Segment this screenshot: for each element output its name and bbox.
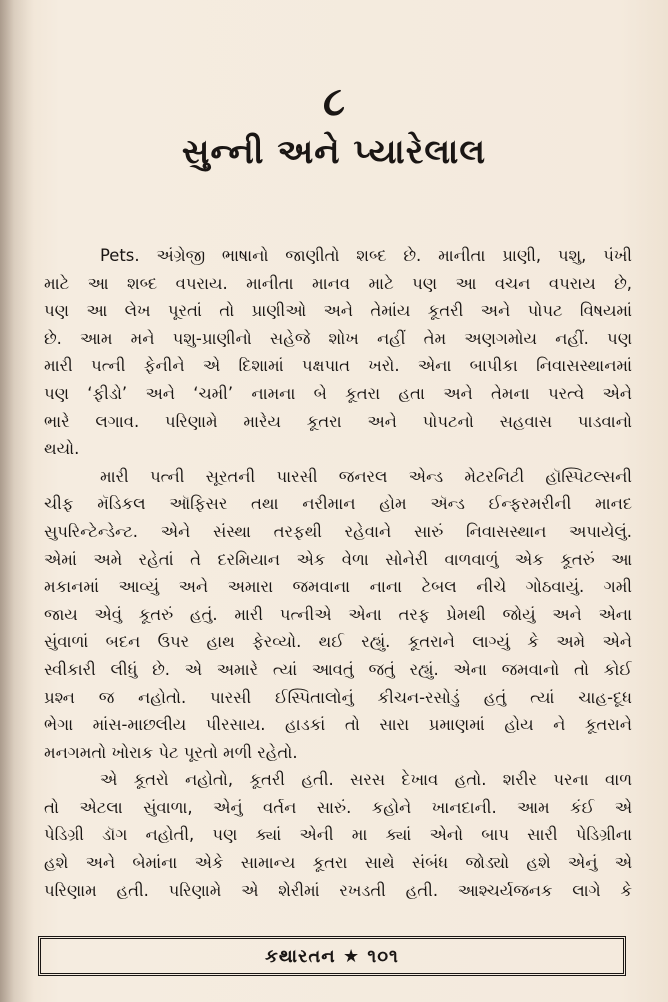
text-line: ચીફ મૅડિકલ ઑફિસર તથા નરીમાન હોમ ઍન્ડ ઈન્ફરમરીની માનદ — [44, 494, 632, 514]
text-line: સ્વીકારી લીધું છે. એ અમારે ત્યાં આવતું જતું રહ્યું. એના જમવાનો તો કોઈ — [44, 659, 632, 679]
text-line: પ્રશ્ન જ નહોતો. પારસી ઈસ્પિતાલોનું કીચન-રસોડું હતું ત્યાં ચાહ-દૂધ — [44, 687, 632, 707]
text-line: સુપરિન્ટેન્ડેન્ટ. એને સંસ્થા તરફથી રહેવાને સારું નિવાસસ્થાન અપાયેલું. — [44, 521, 632, 541]
text-line: મકાનમાં આવ્યું અને અમારા જમવાના નાના ટેબલ નીચે ગોઠવાયું. ગમી — [44, 577, 632, 597]
text-line: મારી પત્ની ફેનીને એ દિશામાં પક્ષપાત ખરો. એના બાપીકા નિવાસસ્થાનમાં — [44, 356, 632, 376]
text-line: માટે આ શબ્દ વપરાય. માનીતા માનવ માટે પણ આ વચન વપરાય છે, — [44, 273, 632, 293]
footer-page-label: કથારતન ★ ૧૦૧ — [265, 945, 399, 967]
text-line: સુંવાળાં બદન ઉપર હાથ ફેરવ્યો. થઈ રહ્યું. કૂતરાને લાગ્યું કે અમે એને — [44, 632, 632, 652]
text-line: થયો. — [44, 439, 80, 459]
text-line: Pets. અંગ્રેજી ભાષાનો જાણીતો શબ્દ છે. માનીતા પ્રાણી, પશુ, પંખી — [100, 246, 632, 265]
text-line: એમાં અમે રહેતાં તે દરમિયાન એક વેળા સોનેરી વાળવાળું એક કૂતરું આ — [44, 549, 632, 569]
text-line: ભેગા માંસ-માછલીય પીરસાય. હાડકાં તો સારા પ્રમાણમાં હોય ને કૂતરાને — [44, 715, 632, 735]
text-line: પણ ‘ફીડો’ અને ‘ચમી’ નામના બે કૂતરા હતા અને તેમના પરત્વે એને — [44, 383, 632, 403]
chapter-number: ૮ — [323, 79, 345, 125]
text-line: પરિણામ હતી. પરિણામે એ શેરીમાં રખડતી હતી. આશ્ચર્યજનક લાગે કે — [44, 880, 632, 900]
text-line: જાય એવું કૂતરું હતું. મારી પત્નીએ એના તરફ પ્રેમથી જોયું અને એના — [44, 604, 632, 624]
text-line: હશે અને બેમાંના એકે સામાન્ય કૂતરા સાથે સંબંધ જોડ્યો હશે એનું એ — [44, 853, 632, 873]
text-line: પેડિગ્રી ડૉગ નહોતી, પણ ક્યાં એની મા ક્યાં એનો બાપ સારી પેડિગ્રીના — [44, 825, 632, 845]
page-footer — [38, 936, 626, 976]
text-line: તો એટલા સુંવાળા, એનું વર્તન સારું. કહોને ખાનદાની. આમ કંઈ એ — [44, 797, 632, 817]
text-line: મારી પત્ની સૂરતની પારસી જનરલ એન્ડ મેટરનિટી હૉસ્પિટલ્સની — [100, 466, 632, 486]
body-text — [44, 242, 632, 904]
text-line: પણ આ લેખ પૂરતાં તો પ્રાણીઓ અને તેમાંય કૂતરી અને પોપટ વિષયમાં — [44, 301, 632, 321]
chapter-title: સુન્ની અને પ્યારેલાલ — [181, 132, 487, 172]
text-line: છે. આમ મને પશુ-પ્રાણીનો સહેજે શોખ નહીં તેમ અણગમોય નહીં. પણ — [44, 328, 632, 348]
text-line: મનગમતો ખોરાક પેટ પૂરતો મળી રહેતો. — [44, 742, 298, 762]
text-line: એ કૂતરો નહોતો, કૂતરી હતી. સરસ દેખાવ હતો. શરીર પરના વાળ — [100, 770, 632, 790]
text-line: ભારે લગાવ. પરિણામે મારેય કૂતરા અને પોપટનો સહવાસ પાડવાનો — [44, 411, 632, 431]
